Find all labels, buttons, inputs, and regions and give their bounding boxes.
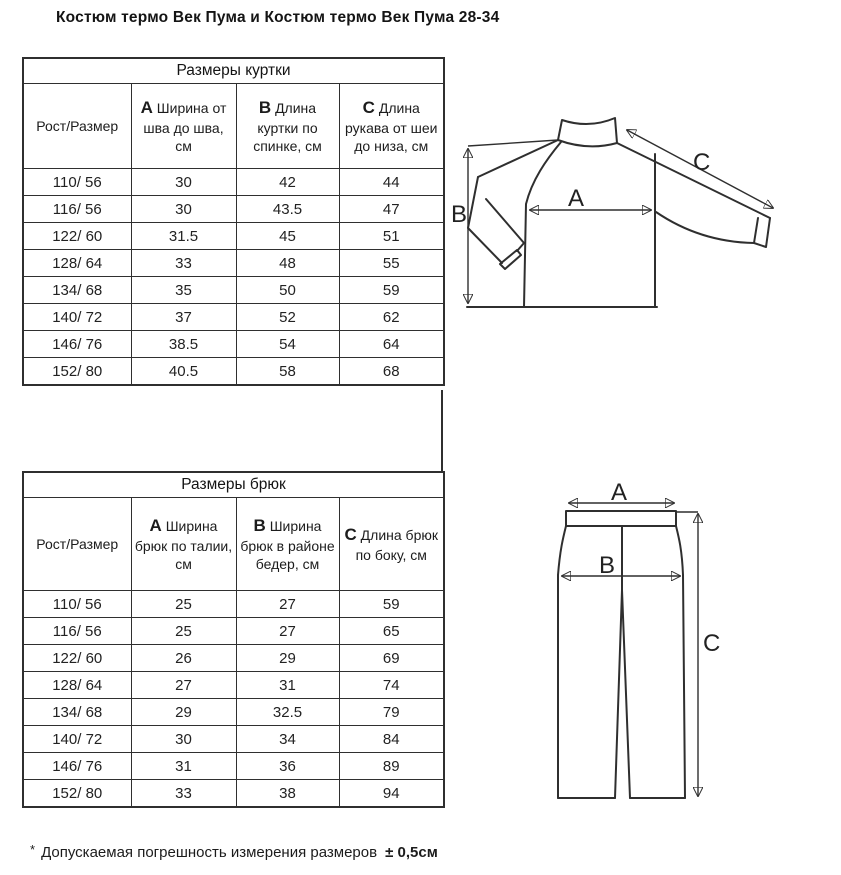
b-cell: 34 bbox=[236, 726, 339, 753]
a-cell: 31 bbox=[131, 753, 236, 780]
jacket-size-row bbox=[23, 304, 444, 331]
measure-letter-c: C bbox=[344, 524, 357, 544]
jacket-size-row bbox=[23, 331, 444, 358]
c-cell: 94 bbox=[339, 780, 444, 808]
b-cell: 58 bbox=[236, 358, 339, 386]
c-cell: 68 bbox=[339, 358, 444, 386]
b-cell: 52 bbox=[236, 304, 339, 331]
b-cell: 27 bbox=[236, 591, 339, 618]
jacket-right-cuff bbox=[754, 218, 770, 247]
a-cell: 26 bbox=[131, 645, 236, 672]
c-cell: 74 bbox=[339, 672, 444, 699]
a-cell: 37 bbox=[131, 304, 236, 331]
pants-label-c: C bbox=[703, 630, 721, 657]
pants-left-hip bbox=[558, 526, 566, 575]
size-cell: 116/ 56 bbox=[23, 196, 131, 223]
pants-size-row bbox=[23, 672, 444, 699]
c-cell: 51 bbox=[339, 223, 444, 250]
size-cell: 110/ 56 bbox=[23, 169, 131, 196]
jacket-header-a-text: Ширина от шва до шва, см bbox=[143, 99, 227, 155]
jacket-size-row bbox=[23, 169, 444, 196]
c-cell: 47 bbox=[339, 196, 444, 223]
pants-table-title: Размеры брюк bbox=[23, 472, 444, 498]
pants-table-header-row bbox=[23, 498, 444, 591]
size-cell: 128/ 64 bbox=[23, 672, 131, 699]
size-cell: 146/ 76 bbox=[23, 331, 131, 358]
pants-size-row bbox=[23, 699, 444, 726]
b-cell: 45 bbox=[236, 223, 339, 250]
jacket-left-shoulder bbox=[478, 140, 558, 177]
jacket-table-header-row bbox=[23, 84, 444, 169]
pants-size-row bbox=[23, 780, 444, 808]
measure-letter-c: C bbox=[362, 97, 375, 117]
footnote-asterisk: * bbox=[30, 842, 36, 857]
pants-header-c-text: Длина брюк по боку, см bbox=[355, 526, 438, 563]
pants-header-b-text: Ширина брюк в районе бедер, см bbox=[240, 517, 335, 573]
jacket-header-a bbox=[131, 84, 236, 169]
a-cell: 30 bbox=[131, 169, 236, 196]
jacket-outline bbox=[467, 118, 770, 307]
pants-header-a-text: Ширина брюк по талии, см bbox=[134, 517, 233, 573]
pants-measure-diagram bbox=[545, 478, 730, 808]
size-cell: 140/ 72 bbox=[23, 304, 131, 331]
pants-size-table bbox=[22, 471, 445, 808]
a-cell: 29 bbox=[131, 699, 236, 726]
a-cell: 25 bbox=[131, 591, 236, 618]
a-cell: 25 bbox=[131, 618, 236, 645]
size-cell: 140/ 72 bbox=[23, 726, 131, 753]
pants-right-hip bbox=[676, 526, 683, 575]
pants-label-a: A bbox=[611, 479, 628, 506]
pants-header-size: Рост/Размер bbox=[23, 498, 131, 591]
pants-size-row bbox=[23, 591, 444, 618]
size-cell: 152/ 80 bbox=[23, 358, 131, 386]
size-cell: 128/ 64 bbox=[23, 250, 131, 277]
b-cell: 48 bbox=[236, 250, 339, 277]
size-cell: 134/ 68 bbox=[23, 277, 131, 304]
c-cell: 62 bbox=[339, 304, 444, 331]
jacket-size-row bbox=[23, 250, 444, 277]
c-cell: 84 bbox=[339, 726, 444, 753]
jacket-measure-diagram bbox=[450, 92, 840, 320]
b-cell: 31 bbox=[236, 672, 339, 699]
c-cell: 59 bbox=[339, 277, 444, 304]
jacket-header-size: Рост/Размер bbox=[23, 84, 131, 169]
jacket-measure-lines bbox=[468, 130, 773, 303]
pants-size-row bbox=[23, 726, 444, 753]
tolerance-footnote bbox=[30, 842, 438, 861]
jacket-table-title: Размеры куртки bbox=[23, 58, 444, 84]
jacket-left-cuff bbox=[500, 250, 521, 269]
pants-outline bbox=[558, 511, 685, 798]
size-cell: 146/ 76 bbox=[23, 753, 131, 780]
page-title: Костюм термо Век Пума и Костюм термо Век Пума 28-34 bbox=[56, 9, 500, 26]
c-cell: 44 bbox=[339, 169, 444, 196]
size-cell: 134/ 68 bbox=[23, 699, 131, 726]
jacket-left-sleeve-inner bbox=[486, 199, 524, 251]
c-cell: 55 bbox=[339, 250, 444, 277]
pants-waistband bbox=[566, 511, 676, 526]
jacket-collar bbox=[558, 118, 617, 146]
b-cell: 29 bbox=[236, 645, 339, 672]
footnote-text: Допускаемая погрешность измерения размеров bbox=[41, 844, 378, 861]
table-connector-line bbox=[441, 390, 443, 473]
b-cell: 38 bbox=[236, 780, 339, 808]
pants-header-c bbox=[339, 498, 444, 591]
pants-header-b bbox=[236, 498, 339, 591]
c-cell: 64 bbox=[339, 331, 444, 358]
jacket-left-sleeve-outer bbox=[468, 177, 502, 263]
jacket-label-a: A bbox=[568, 185, 585, 212]
b-cell: 54 bbox=[236, 331, 339, 358]
pants-table-section-row bbox=[23, 472, 444, 498]
size-cell: 122/ 60 bbox=[23, 645, 131, 672]
b-cell: 50 bbox=[236, 277, 339, 304]
footnote-tolerance: ± 0,5см bbox=[385, 844, 438, 861]
b-cell: 43.5 bbox=[236, 196, 339, 223]
a-cell: 33 bbox=[131, 250, 236, 277]
extension-line bbox=[468, 140, 558, 146]
pants-inseams bbox=[615, 590, 630, 798]
pants-size-row bbox=[23, 618, 444, 645]
measure-letter-a: A bbox=[149, 515, 162, 535]
size-cell: 122/ 60 bbox=[23, 223, 131, 250]
a-cell: 35 bbox=[131, 277, 236, 304]
pants-header-a bbox=[131, 498, 236, 591]
a-cell: 31.5 bbox=[131, 223, 236, 250]
a-cell: 27 bbox=[131, 672, 236, 699]
jacket-size-row bbox=[23, 196, 444, 223]
jacket-header-c-text: Длина рукава от шеи до низа, см bbox=[345, 99, 438, 155]
a-cell: 40.5 bbox=[131, 358, 236, 386]
jacket-right-sleeve-bottom bbox=[656, 212, 754, 243]
jacket-label-b: B bbox=[451, 201, 468, 228]
jacket-table-section-row bbox=[23, 58, 444, 84]
jacket-size-row bbox=[23, 223, 444, 250]
jacket-size-row bbox=[23, 277, 444, 304]
b-cell: 42 bbox=[236, 169, 339, 196]
c-cell: 69 bbox=[339, 645, 444, 672]
c-cell: 89 bbox=[339, 753, 444, 780]
pants-size-row bbox=[23, 645, 444, 672]
b-cell: 32.5 bbox=[236, 699, 339, 726]
jacket-left-side bbox=[524, 142, 561, 307]
pants-measure-lines bbox=[562, 503, 698, 796]
pants-label-b: B bbox=[599, 552, 616, 579]
measure-letter-b: B bbox=[253, 515, 266, 535]
size-cell: 152/ 80 bbox=[23, 780, 131, 808]
size-cell: 116/ 56 bbox=[23, 618, 131, 645]
jacket-size-table bbox=[22, 57, 445, 386]
c-cell: 59 bbox=[339, 591, 444, 618]
c-cell: 65 bbox=[339, 618, 444, 645]
b-cell: 27 bbox=[236, 618, 339, 645]
a-cell: 30 bbox=[131, 196, 236, 223]
b-cell: 36 bbox=[236, 753, 339, 780]
measure-letter-b: B bbox=[258, 97, 272, 117]
jacket-header-c bbox=[339, 84, 444, 169]
jacket-label-c: C bbox=[693, 149, 711, 176]
size-cell: 110/ 56 bbox=[23, 591, 131, 618]
jacket-header-b bbox=[236, 84, 339, 169]
measure-letter-a: A bbox=[140, 97, 153, 117]
a-cell: 38.5 bbox=[131, 331, 236, 358]
a-cell: 30 bbox=[131, 726, 236, 753]
a-cell: 33 bbox=[131, 780, 236, 808]
jacket-size-row bbox=[23, 358, 444, 386]
pants-size-row bbox=[23, 753, 444, 780]
c-cell: 79 bbox=[339, 699, 444, 726]
jacket-header-b-text: Длина куртки по спинке, см bbox=[253, 99, 322, 155]
